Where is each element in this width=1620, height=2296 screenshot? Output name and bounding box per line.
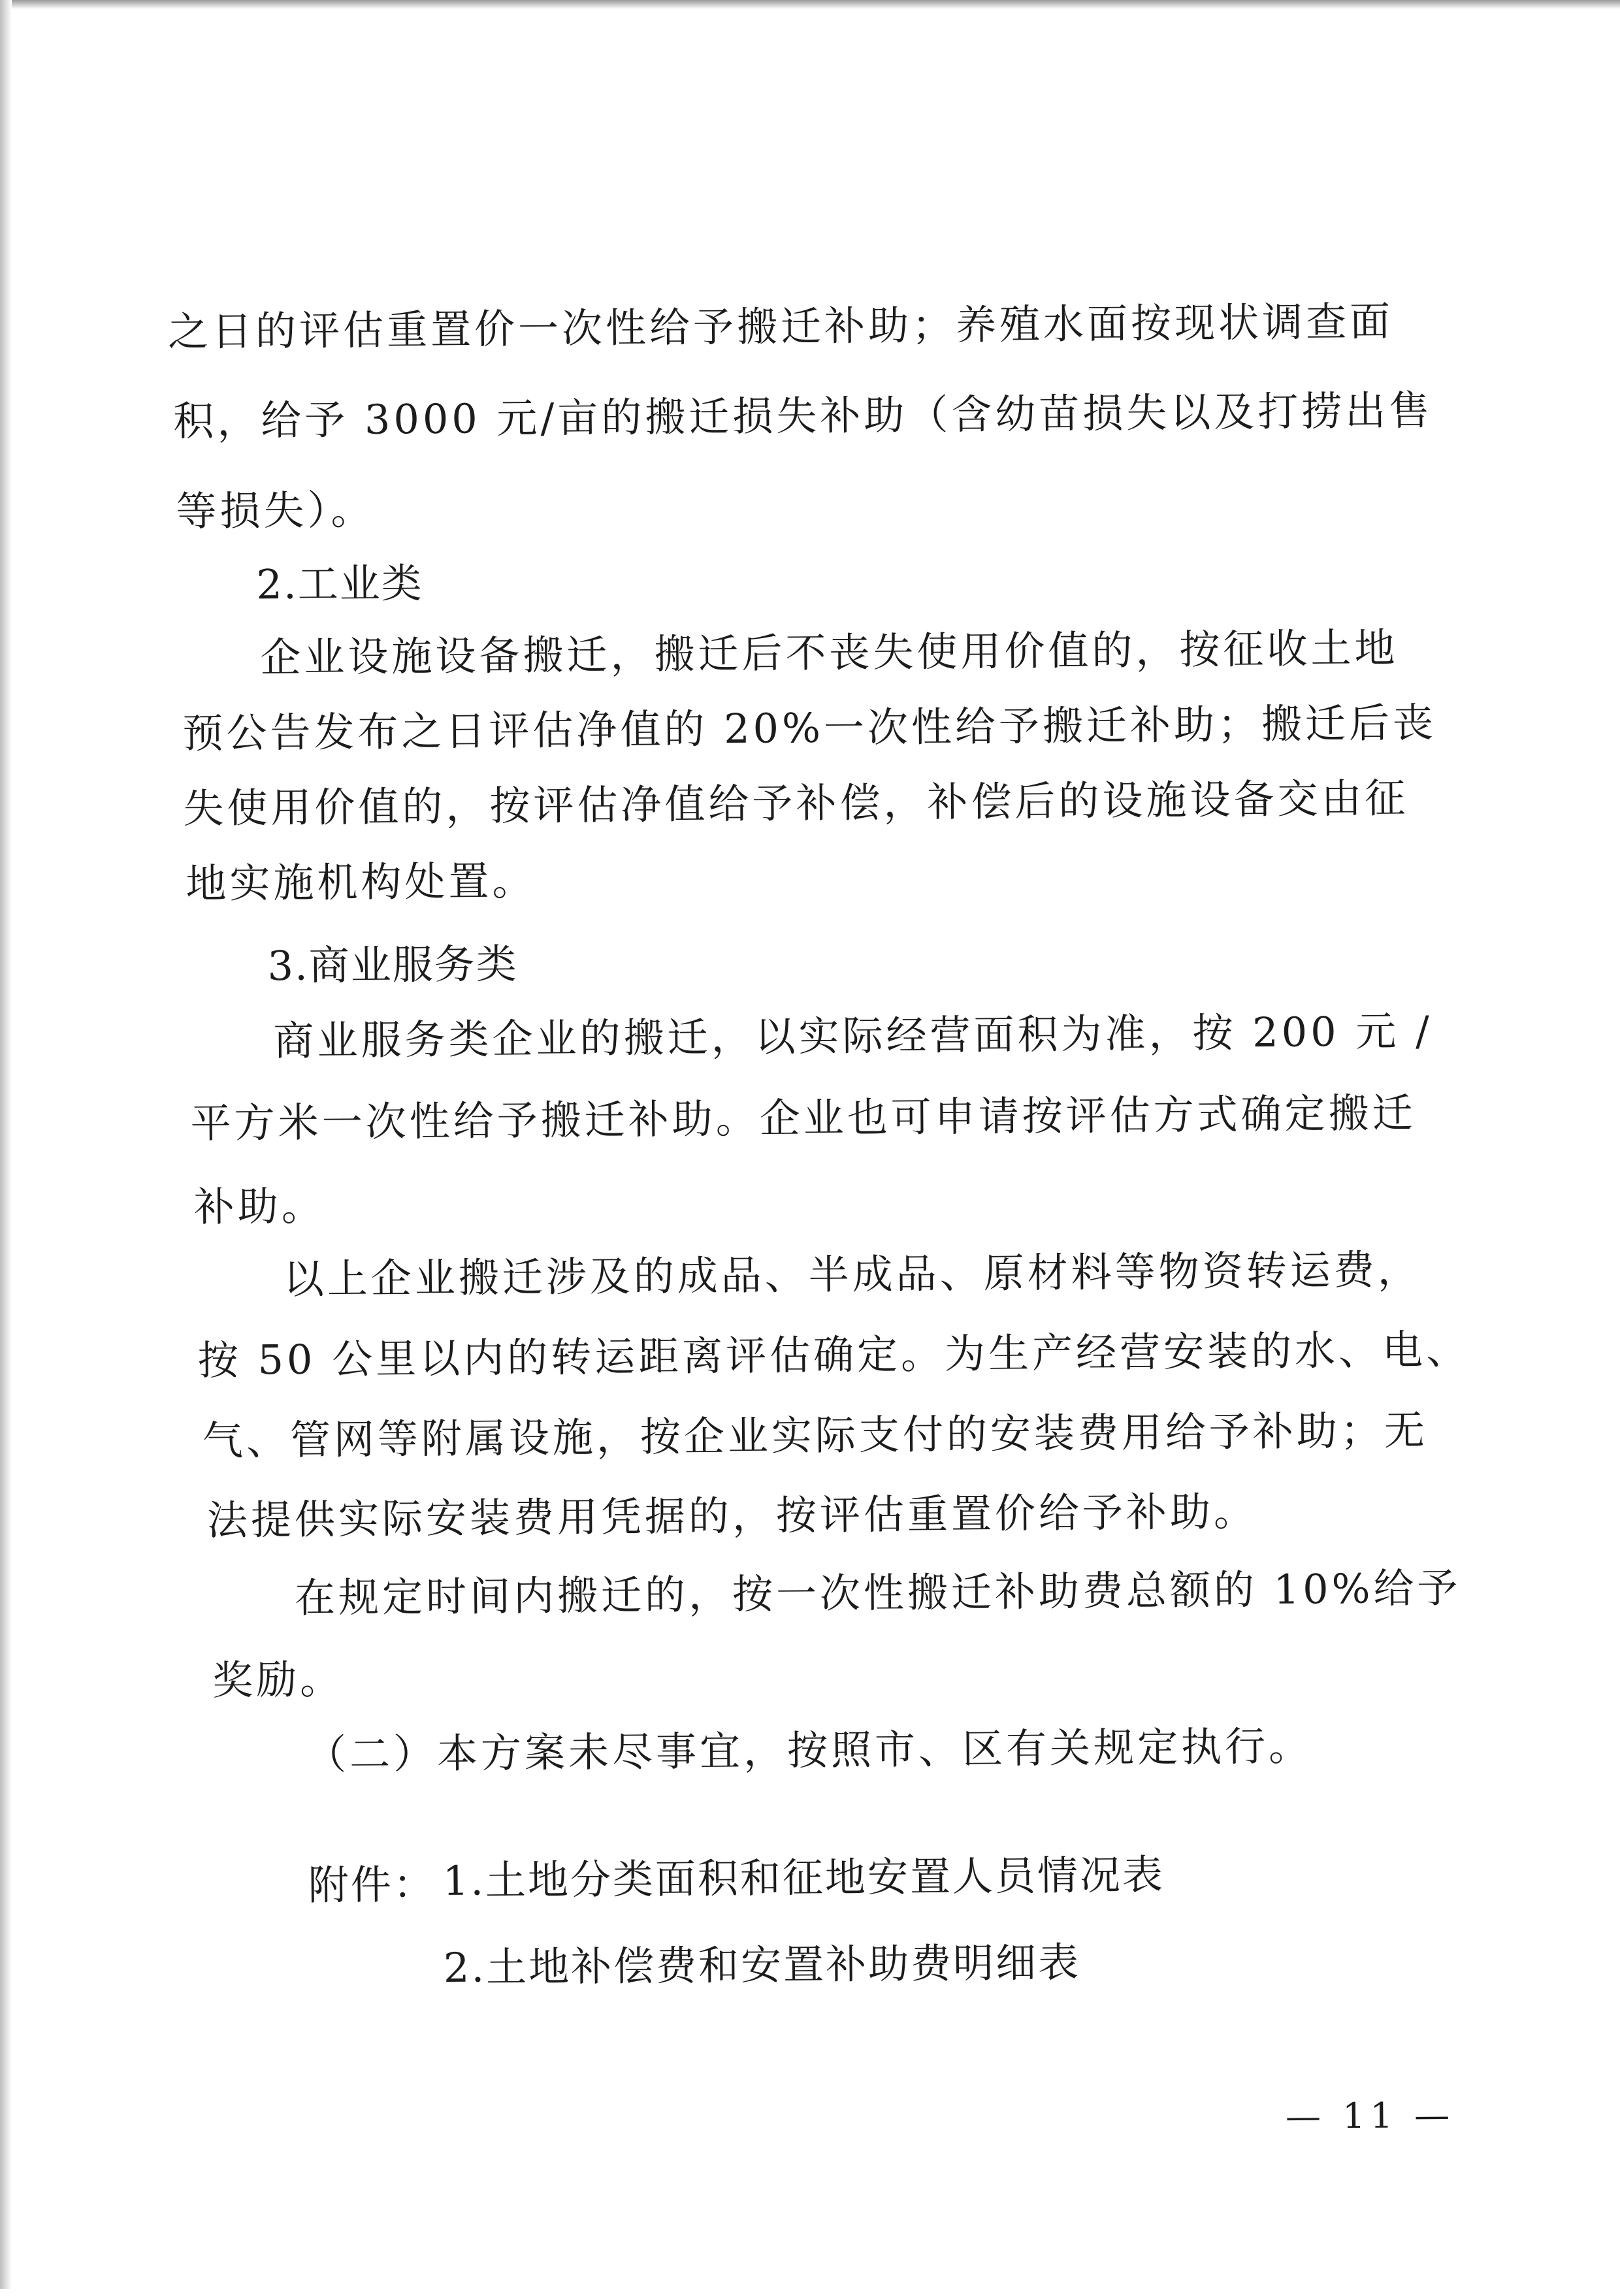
body-line-10: 商业服务类企业的搬迁，以实际经营面积为准，按 200 元 / xyxy=(273,1007,1433,1065)
body-line-11: 平方米一次性给予搬迁补助。企业也可申请按评估方式确定搬迁 xyxy=(190,1088,1416,1148)
body-line-7: 失使用价值的，按评估净值给予补偿，补偿后的设施设备交由征 xyxy=(183,773,1409,833)
body-line-1: 之日的评估重置价一次性给予搬迁补助；养殖水面按现状调查面 xyxy=(167,297,1394,356)
body-line-2: 积，给予 3000 元/亩的搬迁损失补助（含幼苗损失以及打捞出售 xyxy=(172,386,1433,445)
body-line-18: 奖励。 xyxy=(212,1655,344,1705)
section-heading-commercial: 3.商业服务类 xyxy=(267,939,519,990)
page-number: — 11 — xyxy=(1285,2094,1455,2137)
attachments-label: 附件： xyxy=(308,1860,436,1909)
body-line-15: 气、管网等附属设施，按企业实际支付的安装费用给予补助；无 xyxy=(202,1406,1429,1465)
body-line-16: 法提供实际安装费用凭据的，按评估重置价给予补助。 xyxy=(206,1487,1258,1545)
attachment-item-2: 2.土地补偿费和安置补助费明细表 xyxy=(443,1938,1081,1992)
body-line-8: 地实施机构处置。 xyxy=(186,856,536,908)
body-line-12: 补助。 xyxy=(193,1182,326,1231)
body-line-13: 以上企业搬迁涉及的成品、半成品、原材料等物资转运费， xyxy=(283,1245,1422,1304)
body-line-5: 企业设施设备搬迁，搬迁后不丧失使用价值的，按征收土地 xyxy=(260,624,1399,682)
section-heading-industrial: 2.工业类 xyxy=(256,559,423,609)
body-line-14: 按 50 公里以内的转运距离评估确定。为生产经营安装的水、电、 xyxy=(197,1325,1470,1385)
attachment-item-1: 1.土地分类面积和征地安置人员情况表 xyxy=(442,1851,1165,1905)
body-line-3: 等损失）。 xyxy=(176,485,375,536)
body-line-6: 预公告发布之日评估净值的 20%一次性给予搬迁补助；搬迁后丧 xyxy=(182,698,1437,758)
body-line-17: 在规定时间内搬迁的，按一次性搬迁补助费总额的 10%给予 xyxy=(294,1564,1461,1622)
body-line-19: （二）本方案未尽事宜，按照市、区有关规定执行。 xyxy=(305,1722,1313,1779)
